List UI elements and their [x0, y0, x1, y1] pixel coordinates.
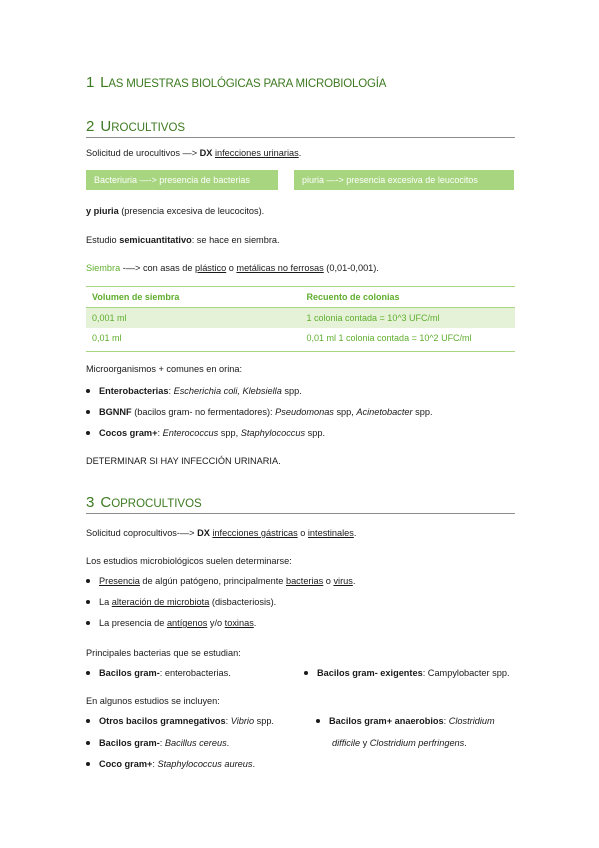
heading-initial: U — [100, 118, 112, 135]
item-text: (disbacteriosis). — [209, 597, 277, 607]
bullet-icon — [304, 671, 308, 675]
title-initial: L — [100, 74, 109, 91]
item-tail: spp, — [333, 407, 357, 417]
bullet-icon — [86, 621, 90, 625]
list-item — [86, 428, 325, 438]
item-italic: Bacillus cereus — [164, 738, 227, 748]
item-tail: spp, — [218, 428, 241, 438]
list-item — [86, 386, 302, 396]
item-link: virus — [333, 576, 353, 586]
title-text: AS MUESTRAS BIOLÓGICAS PARA MICROBIOLOGÍA — [108, 78, 387, 90]
bullet-icon — [86, 600, 90, 604]
siembra-arrow: -—> — [120, 263, 141, 273]
list-item — [86, 618, 256, 628]
estudio-line — [86, 235, 280, 245]
item-text: : — [157, 428, 163, 438]
item-bold: Cocos gram+ — [99, 428, 158, 438]
siembra-line — [86, 263, 379, 273]
item-text: y/o — [207, 618, 225, 628]
table-cell: 0,01 ml — [86, 328, 301, 352]
item-italic: Escherichia coli, Klebsiella — [173, 386, 282, 396]
siembra-table — [86, 286, 515, 352]
heading-initial: C — [100, 494, 112, 511]
heading-number: 2 — [86, 118, 95, 135]
urocultivos-heading — [86, 118, 515, 138]
table-header: Volumen de siembra — [86, 287, 301, 308]
item-text: : — [159, 738, 165, 748]
bullet-icon — [86, 410, 90, 414]
siembra-label: Siembra — [86, 263, 121, 273]
list-item — [86, 576, 355, 586]
estudio-bold: semicuantitativo — [119, 235, 192, 245]
bacteriuria-badge: Bacteriuria —-> presencia de bacterias — [86, 170, 278, 190]
item-italic: Staphylococcus — [240, 428, 306, 438]
item-italic: Pseudomonas — [275, 407, 334, 417]
item-link: antígenos — [166, 618, 208, 628]
item-text: de algún patógeno, principalmente — [139, 576, 286, 586]
urocultivos-solicitud — [86, 148, 301, 158]
item-text: : Campylobacter spp. — [422, 668, 510, 678]
solicitud-text: Solicitud de urocultivos —> — [86, 148, 200, 158]
item-text: o — [323, 576, 334, 586]
estudio-rest: : se hace en siembra. — [191, 235, 280, 245]
item-italic: Clostridium perfringens — [369, 738, 465, 748]
list-item — [316, 716, 495, 726]
table-header-row — [86, 287, 515, 308]
heading-text: ROCULTIVOS — [111, 122, 186, 134]
item-bold: Bacilos gram- exigentes — [317, 668, 423, 678]
piuria-line — [86, 206, 264, 216]
item-text: : — [168, 386, 174, 396]
piuria-badge: piuria —-> presencia excesiva de leucocitos — [294, 170, 514, 190]
dx-label: DX — [199, 148, 213, 158]
list-item — [86, 738, 229, 748]
bullet-icon — [86, 671, 90, 675]
list-item — [86, 407, 433, 417]
table-row — [86, 308, 515, 329]
item-link: alteración de microbiota — [111, 597, 210, 607]
bullet-icon — [86, 431, 90, 435]
coprocultivos-solicitud — [86, 528, 356, 538]
piuria-rest: (presencia excesiva de leucocitos). — [118, 206, 265, 216]
item-tail: spp. — [254, 716, 274, 726]
table-cell: 0,01 ml 1 colonia contada = 10^2 UFC/ml — [301, 328, 516, 352]
item-tail: . — [252, 759, 256, 769]
item-italic: Enterococcus — [162, 428, 219, 438]
metalicas-text: metálicas no ferrosas — [236, 263, 324, 273]
siembra-pre: con asas de — [140, 263, 196, 273]
bullet-icon — [86, 741, 90, 745]
estudio-pre: Estudio — [86, 235, 120, 245]
item-text: : — [443, 716, 449, 726]
item-text: y — [360, 738, 370, 748]
item-bold: BGNNF — [99, 407, 132, 417]
table-cell: 1 colonia contada = 10^3 UFC/ml — [301, 308, 516, 329]
document-title — [86, 74, 386, 91]
item-link: bacterias — [285, 576, 324, 586]
item-bold: Coco gram+ — [99, 759, 153, 769]
item-tail: . — [226, 738, 230, 748]
siembra-mid: o — [226, 263, 237, 273]
siembra-post: (0,01-0,001). — [323, 263, 379, 273]
item-italic: Acinetobacter — [356, 407, 413, 417]
algunos-title: En algunos estudios se incluyen: — [86, 696, 220, 706]
item-tail: spp. — [412, 407, 433, 417]
microorganismos-title: Microorganismos + comunes en orina: — [86, 364, 243, 374]
bullet-icon — [316, 719, 320, 723]
list-item — [86, 597, 276, 607]
table-cell: 0,001 ml — [86, 308, 301, 329]
bullet-icon — [86, 579, 90, 583]
item-bold: Bacilos gram+ anaerobios — [329, 716, 444, 726]
plastico-text: plástico — [195, 263, 227, 273]
list-item — [86, 668, 231, 678]
bullet-icon — [86, 719, 90, 723]
list-item — [304, 668, 510, 678]
list-item — [86, 716, 274, 726]
solicitud-post: . — [353, 528, 357, 538]
item-text: : — [152, 759, 158, 769]
principales-title: Principales bacterias que se estudian: — [86, 648, 241, 658]
item-text: La presencia de — [99, 618, 167, 628]
infecciones-gastricas-text: infecciones gástricas — [212, 528, 298, 538]
list-item — [86, 759, 255, 769]
item-bold: Enterobacterias — [99, 386, 169, 396]
heading-number: 3 — [86, 494, 95, 511]
item-text: . — [253, 618, 257, 628]
solicitud-post: . — [298, 148, 302, 158]
intestinales-text: intestinales — [307, 528, 354, 538]
item-link: Presencia — [99, 576, 140, 586]
item-bold: Otros bacilos gramnegativos — [99, 716, 226, 726]
item-tail: spp. — [305, 428, 326, 438]
item-italic: difficile — [332, 738, 361, 748]
bullet-icon — [86, 389, 90, 393]
title-number: 1 — [86, 74, 95, 91]
solicitud-mid: o — [297, 528, 308, 538]
solicitud-text: Solicitud coprocultivos-—> — [86, 528, 198, 538]
item-text: : enterobacterias. — [159, 668, 231, 678]
infecciones-urinarias-text: infecciones urinarias — [214, 148, 299, 158]
item-italic: Clostridium — [448, 716, 495, 726]
item-text: (bacilos gram- no fermentadores): — [131, 407, 276, 417]
piuria-bold: y piuria — [86, 206, 119, 216]
determinar-line: DETERMINAR SI HAY INFECCIÓN URINARIA. — [86, 456, 281, 466]
heading-text: OPROCULTIVOS — [111, 498, 202, 510]
table-header: Recuento de colonias — [301, 287, 516, 308]
table-row — [86, 328, 515, 352]
item-text: . — [352, 576, 356, 586]
item-italic: Staphylococcus aureus — [157, 759, 253, 769]
item-text: La — [99, 597, 112, 607]
item-italic: Vibrio — [230, 716, 255, 726]
item-text: : — [225, 716, 231, 726]
bullet-icon — [86, 762, 90, 766]
list-item-continuation — [332, 738, 467, 748]
dx-label: DX — [197, 528, 210, 538]
coprocultivos-heading — [86, 494, 515, 514]
item-bold: Bacilos gram- — [99, 738, 160, 748]
item-link: toxinas — [224, 618, 254, 628]
estudios-title: Los estudios microbiológicos suelen determinarse: — [86, 556, 292, 566]
item-tail: . — [464, 738, 467, 748]
item-bold: Bacilos gram- — [99, 668, 160, 678]
item-tail: spp. — [281, 386, 302, 396]
